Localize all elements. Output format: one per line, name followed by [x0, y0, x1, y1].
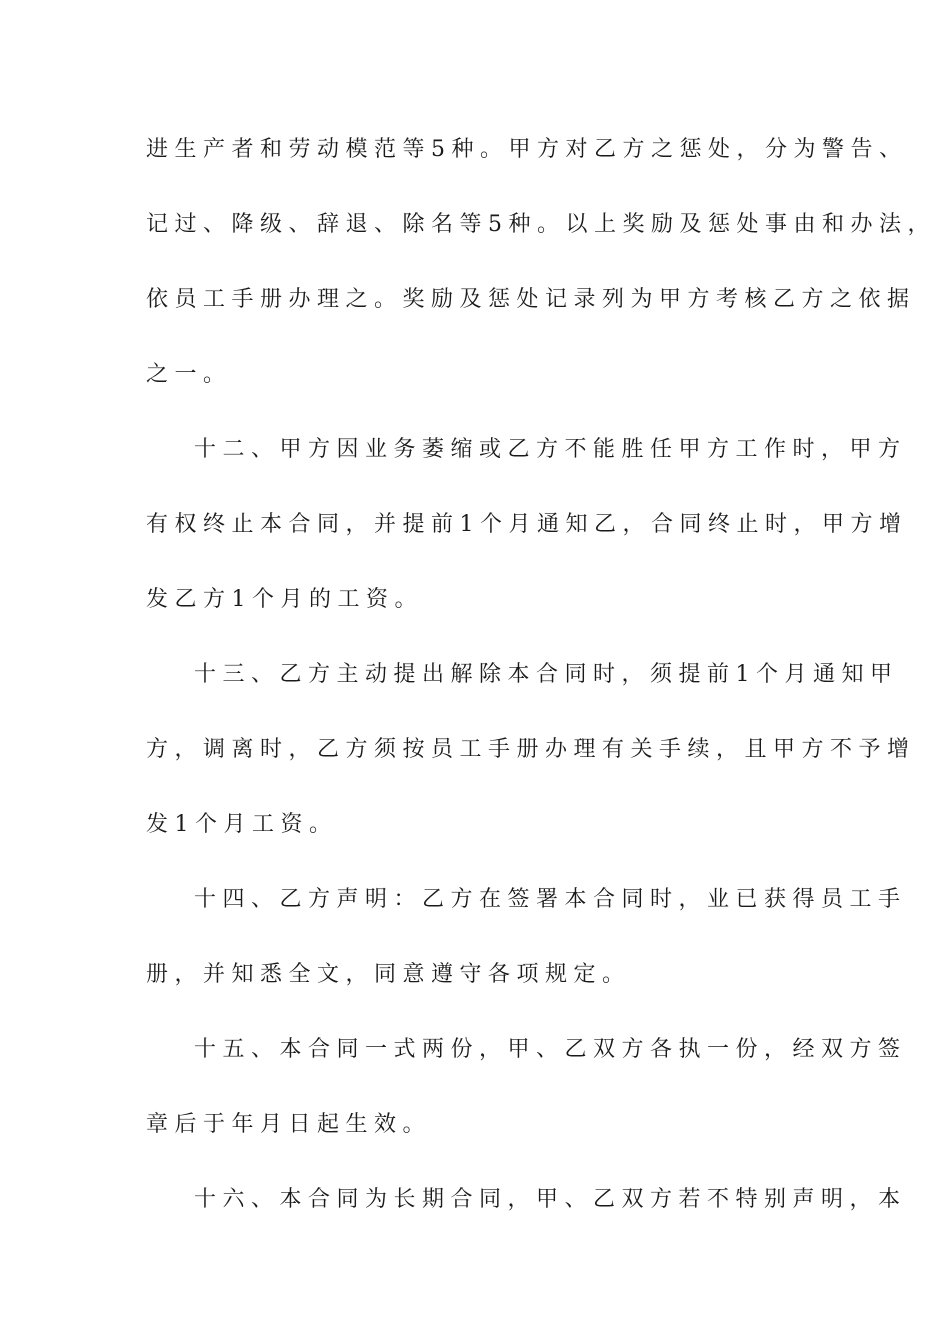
text-line: 发乙方1个月的工资。	[146, 587, 423, 612]
clause-16-heading-line: 十六、本合同为长期合同，甲、乙双方若不特别声明，本	[194, 1187, 907, 1212]
text-line: 记过、降级、辞退、除名等5种。以上奖励及惩处事由和办法，	[146, 212, 936, 237]
clause-12-heading-line: 十二、甲方因业务萎缩或乙方不能胜任甲方工作时，甲方	[194, 437, 907, 462]
text-line: 方，调离时，乙方须按员工手册办理有关手续，且甲方不予增	[146, 737, 916, 762]
clause-15-heading-line: 十五、本合同一式两份，甲、乙双方各执一份，经双方签	[194, 1037, 907, 1062]
text-line: 之一。	[146, 362, 232, 387]
text-line: 册，并知悉全文，同意遵守各项规定。	[146, 962, 631, 987]
text-line: 有权终止本合同，并提前1个月通知乙，合同终止时，甲方增	[146, 512, 908, 537]
text-line: 进生产者和劳动模范等5种。甲方对乙方之惩处，分为警告、	[146, 137, 908, 162]
text-line: 章后于年月日起生效。	[146, 1112, 432, 1137]
text-line: 依员工手册办理之。奖励及惩处记录列为甲方考核乙方之依据	[146, 287, 916, 312]
clause-14-heading-line: 十四、乙方声明：乙方在签署本合同时，业已获得员工手	[194, 887, 907, 912]
text-line: 发1个月工资。	[146, 812, 338, 837]
clause-13-heading-line: 十三、乙方主动提出解除本合同时，须提前1个月通知甲	[194, 662, 899, 687]
